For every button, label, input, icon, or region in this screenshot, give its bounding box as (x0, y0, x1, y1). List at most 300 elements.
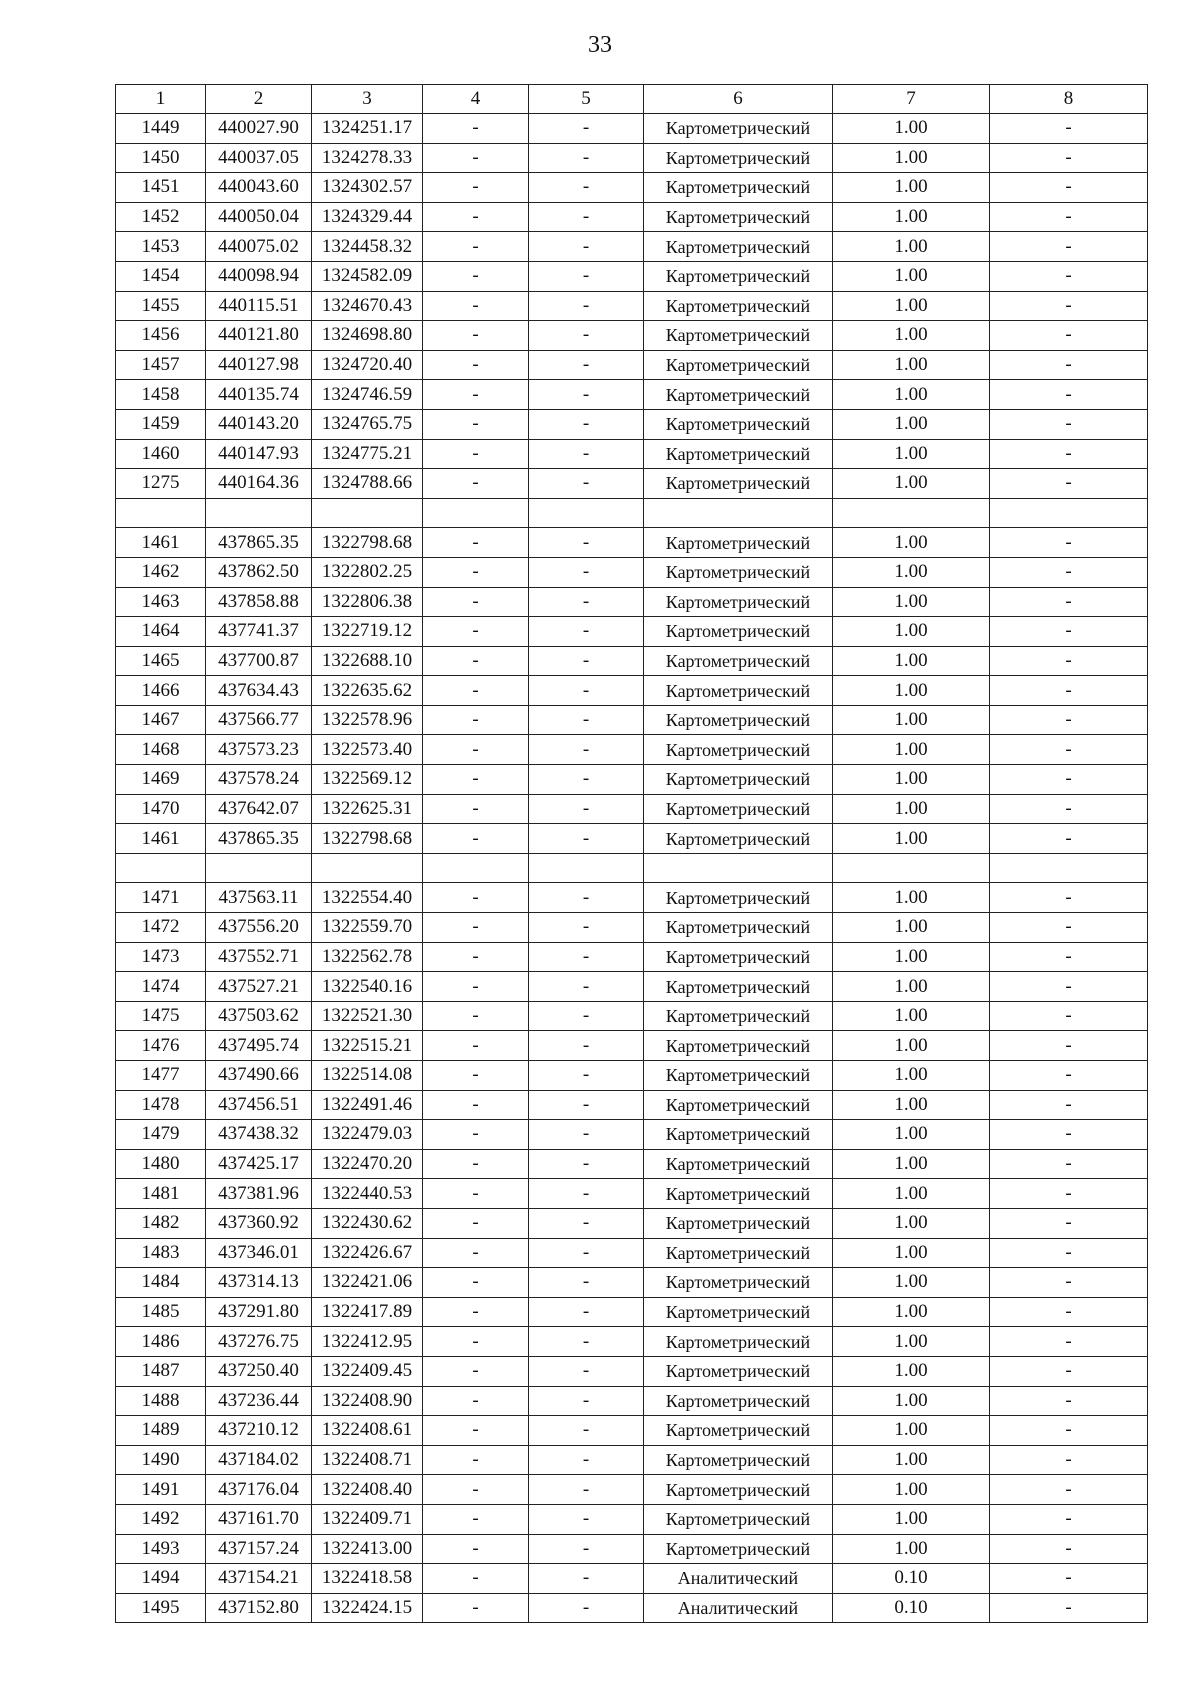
method-cell: Картометрический (644, 439, 833, 469)
point-number-cell: 1473 (116, 942, 206, 972)
empty-cell (312, 498, 423, 528)
y-coordinate-cell: 1322430.62 (312, 1208, 423, 1238)
point-number-cell: 1471 (116, 883, 206, 913)
col-4-cell: - (423, 1416, 529, 1446)
method-cell: Картометрический (644, 1090, 833, 1120)
col-8-cell: - (990, 676, 1148, 706)
col-5-cell: - (529, 321, 644, 351)
point-number-cell: 1468 (116, 735, 206, 765)
col-8-cell: - (990, 143, 1148, 173)
x-coordinate-cell: 440164.36 (206, 469, 312, 499)
x-coordinate-cell: 437527.21 (206, 972, 312, 1002)
col-8-cell: - (990, 1238, 1148, 1268)
y-coordinate-cell: 1322798.68 (312, 824, 423, 854)
y-coordinate-cell: 1322412.95 (312, 1327, 423, 1357)
col-4-cell: - (423, 824, 529, 854)
point-number-cell: 1456 (116, 321, 206, 351)
method-cell: Картометрический (644, 913, 833, 943)
x-coordinate-cell: 437425.17 (206, 1149, 312, 1179)
col-8-cell: - (990, 883, 1148, 913)
col-4-cell: - (423, 1208, 529, 1238)
col-5-cell: - (529, 1386, 644, 1416)
point-number-cell: 1479 (116, 1120, 206, 1150)
method-cell: Картометрический (644, 1416, 833, 1446)
y-coordinate-cell: 1324251.17 (312, 114, 423, 144)
method-cell: Картометрический (644, 1386, 833, 1416)
y-coordinate-cell: 1322802.25 (312, 557, 423, 587)
table-row (116, 824, 1148, 854)
method-cell: Картометрический (644, 1504, 833, 1534)
method-cell: Картометрический (644, 202, 833, 232)
col-5-cell: - (529, 439, 644, 469)
col-5-cell: - (529, 291, 644, 321)
col-4-cell: - (423, 1297, 529, 1327)
y-coordinate-cell: 1324765.75 (312, 409, 423, 439)
method-cell: Картометрический (644, 1268, 833, 1298)
empty-cell (529, 853, 644, 883)
accuracy-cell: 1.00 (833, 557, 990, 587)
method-cell: Картометрический (644, 232, 833, 262)
table-row (116, 1356, 1148, 1386)
point-number-cell: 1488 (116, 1386, 206, 1416)
col-8-cell: - (990, 1386, 1148, 1416)
x-coordinate-cell: 440075.02 (206, 232, 312, 262)
col-5-cell: - (529, 883, 644, 913)
accuracy-cell: 1.00 (833, 1475, 990, 1505)
empty-cell (116, 853, 206, 883)
col-4-cell: - (423, 557, 529, 587)
accuracy-cell: 1.00 (833, 1120, 990, 1150)
col-4-cell: - (423, 232, 529, 262)
col-8-cell: - (990, 202, 1148, 232)
x-coordinate-cell: 440098.94 (206, 261, 312, 291)
accuracy-cell: 1.00 (833, 883, 990, 913)
table-row (116, 321, 1148, 351)
point-number-cell: 1487 (116, 1356, 206, 1386)
y-coordinate-cell: 1322573.40 (312, 735, 423, 765)
method-cell: Картометрический (644, 883, 833, 913)
empty-cell (206, 498, 312, 528)
method-cell: Картометрический (644, 705, 833, 735)
method-cell: Картометрический (644, 173, 833, 203)
table-row (116, 1504, 1148, 1534)
col-8-cell: - (990, 1208, 1148, 1238)
col-8-cell: - (990, 1534, 1148, 1564)
table-row (116, 350, 1148, 380)
method-cell: Картометрический (644, 1297, 833, 1327)
x-coordinate-cell: 437865.35 (206, 824, 312, 854)
x-coordinate-cell: 440043.60 (206, 173, 312, 203)
x-coordinate-cell: 437161.70 (206, 1504, 312, 1534)
col-4-cell: - (423, 883, 529, 913)
empty-cell (423, 853, 529, 883)
table-row (116, 913, 1148, 943)
y-coordinate-cell: 1322421.06 (312, 1268, 423, 1298)
table-row (116, 587, 1148, 617)
point-number-cell: 1466 (116, 676, 206, 706)
table-row (116, 1386, 1148, 1416)
header-row (116, 85, 1148, 114)
method-cell: Картометрический (644, 735, 833, 765)
x-coordinate-cell: 437563.11 (206, 883, 312, 913)
method-cell: Картометрический (644, 1149, 833, 1179)
table-row (116, 646, 1148, 676)
col-5-cell: - (529, 913, 644, 943)
accuracy-cell: 1.00 (833, 469, 990, 499)
col-8-cell: - (990, 1268, 1148, 1298)
method-cell: Картометрический (644, 528, 833, 558)
col-8-cell: - (990, 1001, 1148, 1031)
table-row (116, 114, 1148, 144)
y-coordinate-cell: 1322491.46 (312, 1090, 423, 1120)
y-coordinate-cell: 1324582.09 (312, 261, 423, 291)
col-4-cell: - (423, 617, 529, 647)
col-5-cell: - (529, 1445, 644, 1475)
col-8-cell: - (990, 528, 1148, 558)
col-8-cell: - (990, 114, 1148, 144)
accuracy-cell: 1.00 (833, 1001, 990, 1031)
method-cell: Картометрический (644, 261, 833, 291)
method-cell: Картометрический (644, 646, 833, 676)
empty-cell (833, 853, 990, 883)
x-coordinate-cell: 437236.44 (206, 1386, 312, 1416)
accuracy-cell: 1.00 (833, 676, 990, 706)
y-coordinate-cell: 1324788.66 (312, 469, 423, 499)
table-row (116, 617, 1148, 647)
accuracy-cell: 1.00 (833, 1061, 990, 1091)
point-number-cell: 1474 (116, 972, 206, 1002)
y-coordinate-cell: 1324278.33 (312, 143, 423, 173)
table-row (116, 1208, 1148, 1238)
col-8-cell: - (990, 1564, 1148, 1594)
col-8-cell: - (990, 409, 1148, 439)
col-8-cell: - (990, 1031, 1148, 1061)
table-row (116, 291, 1148, 321)
accuracy-cell: 1.00 (833, 1149, 990, 1179)
col-8-cell: - (990, 1416, 1148, 1446)
col-4-cell: - (423, 1504, 529, 1534)
col-4-cell: - (423, 1031, 529, 1061)
table-row (116, 883, 1148, 913)
empty-cell (644, 498, 833, 528)
point-number-cell: 1464 (116, 617, 206, 647)
col-5-cell: - (529, 972, 644, 1002)
col-5-cell: - (529, 794, 644, 824)
method-cell: Картометрический (644, 1031, 833, 1061)
col-5-cell: - (529, 1297, 644, 1327)
col-5-cell: - (529, 528, 644, 558)
col-8-cell: - (990, 1149, 1148, 1179)
table-row (116, 232, 1148, 262)
empty-cell (990, 498, 1148, 528)
col-5-cell: - (529, 735, 644, 765)
y-coordinate-cell: 1322417.89 (312, 1297, 423, 1327)
x-coordinate-cell: 437634.43 (206, 676, 312, 706)
method-cell: Аналитический (644, 1593, 833, 1623)
y-coordinate-cell: 1322408.90 (312, 1386, 423, 1416)
table-row (116, 469, 1148, 499)
table-row (116, 1327, 1148, 1357)
y-coordinate-cell: 1322806.38 (312, 587, 423, 617)
point-number-cell: 1461 (116, 824, 206, 854)
y-coordinate-cell: 1322424.15 (312, 1593, 423, 1623)
table-row (116, 1179, 1148, 1209)
x-coordinate-cell: 440143.20 (206, 409, 312, 439)
col-5-cell: - (529, 1593, 644, 1623)
col-8-cell: - (990, 794, 1148, 824)
empty-cell (833, 498, 990, 528)
col-5-cell: - (529, 1238, 644, 1268)
accuracy-cell: 1.00 (833, 321, 990, 351)
y-coordinate-cell: 1324720.40 (312, 350, 423, 380)
col-8-cell: - (990, 617, 1148, 647)
y-coordinate-cell: 1322521.30 (312, 1001, 423, 1031)
y-coordinate-cell: 1322569.12 (312, 765, 423, 795)
y-coordinate-cell: 1322408.61 (312, 1416, 423, 1446)
table-body (116, 114, 1148, 1623)
y-coordinate-cell: 1322540.16 (312, 972, 423, 1002)
col-5-cell: - (529, 409, 644, 439)
x-coordinate-cell: 437250.40 (206, 1356, 312, 1386)
method-cell: Картометрический (644, 972, 833, 1002)
accuracy-cell: 1.00 (833, 1031, 990, 1061)
col-5-cell: - (529, 765, 644, 795)
separator-row (116, 853, 1148, 883)
table-row (116, 202, 1148, 232)
accuracy-cell: 1.00 (833, 380, 990, 410)
x-coordinate-cell: 437276.75 (206, 1327, 312, 1357)
col-8-cell: - (990, 291, 1148, 321)
table-row (116, 676, 1148, 706)
y-coordinate-cell: 1322408.40 (312, 1475, 423, 1505)
x-coordinate-cell: 437157.24 (206, 1534, 312, 1564)
col-4-cell: - (423, 1593, 529, 1623)
table-row (116, 1120, 1148, 1150)
column-header-4: 4 (423, 85, 529, 114)
method-cell: Картометрический (644, 1061, 833, 1091)
col-8-cell: - (990, 439, 1148, 469)
accuracy-cell: 1.00 (833, 1297, 990, 1327)
table-row (116, 1416, 1148, 1446)
col-5-cell: - (529, 1061, 644, 1091)
point-number-cell: 1485 (116, 1297, 206, 1327)
x-coordinate-cell: 437578.24 (206, 765, 312, 795)
col-4-cell: - (423, 1327, 529, 1357)
method-cell: Картометрический (644, 321, 833, 351)
point-number-cell: 1493 (116, 1534, 206, 1564)
accuracy-cell: 1.00 (833, 617, 990, 647)
col-5-cell: - (529, 1149, 644, 1179)
page-number: 33 (588, 32, 612, 58)
empty-cell (206, 853, 312, 883)
table-row (116, 972, 1148, 1002)
table-row (116, 143, 1148, 173)
col-5-cell: - (529, 114, 644, 144)
accuracy-cell: 1.00 (833, 291, 990, 321)
method-cell: Картометрический (644, 765, 833, 795)
y-coordinate-cell: 1322470.20 (312, 1149, 423, 1179)
col-4-cell: - (423, 587, 529, 617)
x-coordinate-cell: 437862.50 (206, 557, 312, 587)
col-4-cell: - (423, 173, 529, 203)
col-4-cell: - (423, 1445, 529, 1475)
col-4-cell: - (423, 202, 529, 232)
accuracy-cell: 1.00 (833, 942, 990, 972)
x-coordinate-cell: 437858.88 (206, 587, 312, 617)
accuracy-cell: 1.00 (833, 1238, 990, 1268)
col-8-cell: - (990, 587, 1148, 617)
point-number-cell: 1495 (116, 1593, 206, 1623)
empty-cell (312, 853, 423, 883)
method-cell: Картометрический (644, 1179, 833, 1209)
table-row (116, 794, 1148, 824)
x-coordinate-cell: 440135.74 (206, 380, 312, 410)
method-cell: Картометрический (644, 1475, 833, 1505)
y-coordinate-cell: 1322635.62 (312, 676, 423, 706)
col-4-cell: - (423, 439, 529, 469)
accuracy-cell: 1.00 (833, 528, 990, 558)
column-header-3: 3 (312, 85, 423, 114)
col-8-cell: - (990, 1327, 1148, 1357)
col-4-cell: - (423, 261, 529, 291)
col-8-cell: - (990, 1504, 1148, 1534)
col-8-cell: - (990, 557, 1148, 587)
x-coordinate-cell: 437552.71 (206, 942, 312, 972)
col-4-cell: - (423, 942, 529, 972)
table-row (116, 380, 1148, 410)
point-number-cell: 1484 (116, 1268, 206, 1298)
column-header-2: 2 (206, 85, 312, 114)
col-5-cell: - (529, 1416, 644, 1446)
x-coordinate-cell: 437314.13 (206, 1268, 312, 1298)
y-coordinate-cell: 1322418.58 (312, 1564, 423, 1594)
col-4-cell: - (423, 528, 529, 558)
col-8-cell: - (990, 469, 1148, 499)
col-5-cell: - (529, 143, 644, 173)
col-5-cell: - (529, 261, 644, 291)
table-row (116, 173, 1148, 203)
col-5-cell: - (529, 1534, 644, 1564)
accuracy-cell: 1.00 (833, 1356, 990, 1386)
table-row (116, 1475, 1148, 1505)
col-5-cell: - (529, 1504, 644, 1534)
accuracy-cell: 1.00 (833, 114, 990, 144)
col-8-cell: - (990, 646, 1148, 676)
col-8-cell: - (990, 1297, 1148, 1327)
y-coordinate-cell: 1322408.71 (312, 1445, 423, 1475)
col-8-cell: - (990, 1090, 1148, 1120)
col-4-cell: - (423, 350, 529, 380)
accuracy-cell: 1.00 (833, 1090, 990, 1120)
table-row (116, 528, 1148, 558)
col-8-cell: - (990, 735, 1148, 765)
col-5-cell: - (529, 1475, 644, 1505)
col-8-cell: - (990, 1356, 1148, 1386)
col-4-cell: - (423, 1149, 529, 1179)
point-number-cell: 1467 (116, 705, 206, 735)
col-4-cell: - (423, 114, 529, 144)
y-coordinate-cell: 1324302.57 (312, 173, 423, 203)
col-5-cell: - (529, 202, 644, 232)
point-number-cell: 1494 (116, 1564, 206, 1594)
table-row (116, 1061, 1148, 1091)
col-5-cell: - (529, 617, 644, 647)
y-coordinate-cell: 1322440.53 (312, 1179, 423, 1209)
accuracy-cell: 1.00 (833, 1179, 990, 1209)
method-cell: Картометрический (644, 676, 833, 706)
col-5-cell: - (529, 1356, 644, 1386)
col-4-cell: - (423, 676, 529, 706)
method-cell: Картометрический (644, 380, 833, 410)
col-5-cell: - (529, 676, 644, 706)
col-4-cell: - (423, 1386, 529, 1416)
table-row (116, 705, 1148, 735)
point-number-cell: 1449 (116, 114, 206, 144)
accuracy-cell: 1.00 (833, 143, 990, 173)
accuracy-cell: 1.00 (833, 173, 990, 203)
table-row (116, 1297, 1148, 1327)
method-cell: Картометрический (644, 617, 833, 647)
accuracy-cell: 1.00 (833, 1534, 990, 1564)
y-coordinate-cell: 1322515.21 (312, 1031, 423, 1061)
method-cell: Картометрический (644, 1208, 833, 1238)
column-header-1: 1 (116, 85, 206, 114)
y-coordinate-cell: 1322413.00 (312, 1534, 423, 1564)
col-8-cell: - (990, 380, 1148, 410)
point-number-cell: 1459 (116, 409, 206, 439)
x-coordinate-cell: 437741.37 (206, 617, 312, 647)
accuracy-cell: 1.00 (833, 1208, 990, 1238)
col-4-cell: - (423, 1564, 529, 1594)
y-coordinate-cell: 1322514.08 (312, 1061, 423, 1091)
point-number-cell: 1451 (116, 173, 206, 203)
point-number-cell: 1489 (116, 1416, 206, 1446)
x-coordinate-cell: 440050.04 (206, 202, 312, 232)
table-row (116, 1268, 1148, 1298)
accuracy-cell: 1.00 (833, 765, 990, 795)
table-row (116, 1001, 1148, 1031)
point-number-cell: 1470 (116, 794, 206, 824)
accuracy-cell: 1.00 (833, 735, 990, 765)
y-coordinate-cell: 1322625.31 (312, 794, 423, 824)
method-cell: Картометрический (644, 1001, 833, 1031)
point-number-cell: 1477 (116, 1061, 206, 1091)
table-row (116, 1593, 1148, 1623)
column-header-5: 5 (529, 85, 644, 114)
coordinates-table (115, 84, 1148, 1623)
col-5-cell: - (529, 587, 644, 617)
col-5-cell: - (529, 350, 644, 380)
col-8-cell: - (990, 1120, 1148, 1150)
point-number-cell: 1480 (116, 1149, 206, 1179)
method-cell: Аналитический (644, 1564, 833, 1594)
col-4-cell: - (423, 1090, 529, 1120)
point-number-cell: 1454 (116, 261, 206, 291)
accuracy-cell: 1.00 (833, 409, 990, 439)
method-cell: Картометрический (644, 1120, 833, 1150)
x-coordinate-cell: 437503.62 (206, 1001, 312, 1031)
table-row (116, 1031, 1148, 1061)
table-row (116, 409, 1148, 439)
method-cell: Картометрический (644, 1534, 833, 1564)
accuracy-cell: 1.00 (833, 972, 990, 1002)
table-row (116, 1445, 1148, 1475)
col-5-cell: - (529, 824, 644, 854)
x-coordinate-cell: 437490.66 (206, 1061, 312, 1091)
col-5-cell: - (529, 1268, 644, 1298)
method-cell: Картометрический (644, 824, 833, 854)
x-coordinate-cell: 440147.93 (206, 439, 312, 469)
